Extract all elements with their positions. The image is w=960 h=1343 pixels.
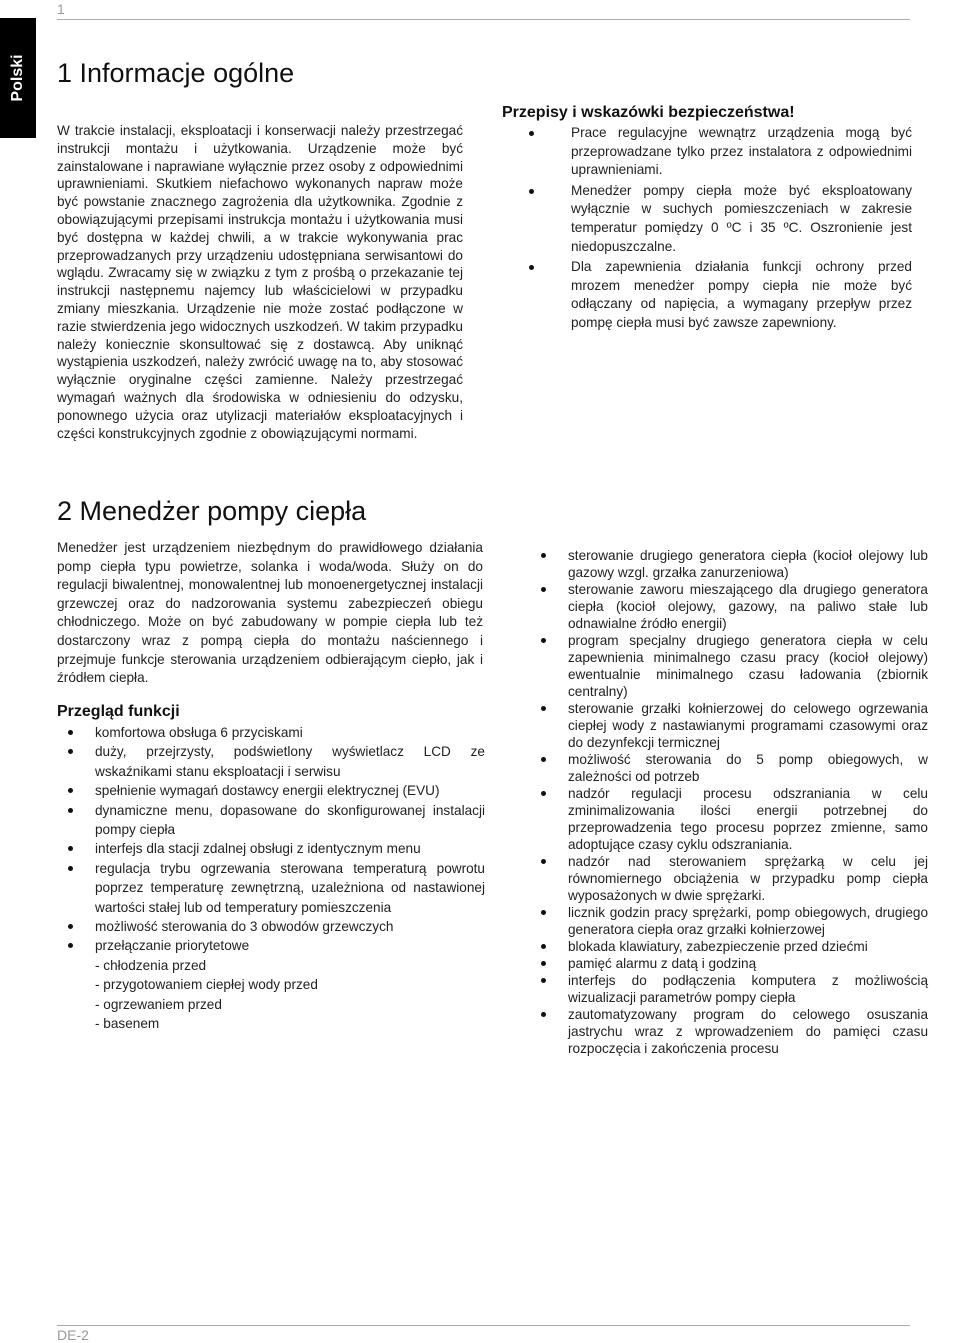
section-1-title: 1 Informacje ogólne [57, 58, 295, 88]
bullet-icon [529, 265, 534, 270]
function-item [530, 904, 928, 938]
bullet-icon [541, 910, 546, 915]
feature-item [57, 742, 485, 781]
safety-item-text: Menedżer pompy ciepła może być eksploatowany wyłącznie w suchych pomieszczeniach w zakresie temperatur pomiędzy 0 ºC i 35 ºC. Oszronienie jest niedopuszczalne. [571, 182, 912, 254]
feature-text: spełnienie wymagań dostawcy energii elektrycznej (EVU) [95, 783, 440, 799]
bullet-icon [68, 730, 73, 735]
priority-sub-item: - przygotowaniem ciepłej wody przed [95, 977, 318, 993]
function-text: blokada klawiatury, zabezpieczenie przed dziećmi [568, 939, 868, 954]
function-text: możliwość sterowania do 5 pomp obiegowych, w zależności od potrzeb [568, 752, 928, 784]
priority-sub-item: - ogrzewaniem przed [95, 996, 222, 1012]
feature-item [57, 839, 485, 858]
bullet-icon [541, 706, 546, 711]
feature-text: interfejs dla stacji zdalnej obsługi z identycznym menu [95, 841, 421, 857]
function-text: licznik godzin pracy sprężarki, pomp obiegowych, drugiego generatora ciepła oraz grzałki kołnierzowej [568, 905, 928, 937]
function-item [530, 751, 928, 785]
feature-text: komfortowa obsługa 6 przyciskami [95, 725, 303, 740]
footer-rule [57, 1325, 910, 1326]
feature-text: regulacja trybu ogrzewania sterowana temperaturą powrotu poprzez temperaturę zewnętrzną, uzależniona od nastawionej wartości stałej lub od temperatury pomieszczenia [95, 860, 485, 915]
language-label: Polski [9, 54, 26, 102]
safety-item [502, 258, 912, 332]
bullet-icon [541, 587, 546, 592]
bullet-icon [541, 944, 546, 949]
function-item [530, 632, 928, 700]
feature-item [57, 936, 485, 955]
function-text: sterowanie zaworu mieszającego dla drugiego generatora ciepła (kocioł olejowy, gazowy, na paliwo stałe lub odnawialne źródło energii) [568, 582, 928, 631]
bullet-icon [68, 808, 73, 813]
safety-item [502, 124, 912, 180]
function-item [530, 853, 928, 904]
header-rule [57, 19, 910, 20]
page-number: 1 [57, 1, 65, 17]
bullet-icon [68, 846, 73, 851]
bullet-icon [541, 638, 546, 643]
function-text: nadzór nad sterowaniem sprężarką w celu jej równomiernego obciążenia w przypadku pomp ciepła wyposażonych w dwie sprężarki. [568, 854, 928, 903]
overview-title: Przegląd funkcji [57, 703, 180, 720]
safety-item [502, 182, 912, 256]
feature-text: przełączanie priorytetowe [95, 938, 250, 954]
bullet-icon [68, 788, 73, 793]
function-item [530, 785, 928, 853]
bullet-icon [541, 978, 546, 983]
function-text: sterowanie grzałki kołnierzowej do celowego ogrzewania ciepłej wody z nastawianymi programami czasowymi oraz do dezynfekcji termicznej [568, 701, 928, 750]
safety-item-text: Dla zapewnienia działania funkcji ochrony przed mrozem menedżer pompy ciepła nie może być odłączany od napięcia, a wymagany przepływ przez pompę ciepła musi być zawsze zapewniony. [571, 259, 912, 330]
function-item [530, 955, 928, 972]
priority-sub-item: - chłodzenia przed [95, 957, 207, 973]
functions-list [530, 547, 928, 1057]
function-text: pamięć alarmu z datą i godziną [568, 956, 757, 971]
function-item [530, 700, 928, 751]
function-item [530, 547, 928, 581]
section-1-body: W trakcie instalacji, eksploatacji i konserwacji należy przestrzegać instrukcji montażu i użytkowania. Urządzenie może być zainstalowane i naprawiane wyłącznie przez osoby z odpowiednimi uprawnieniami. Skutkiem niefachowo wykonanych napraw może być powstanie znacznego zagrożenia dla użytkownika. Zgodnie z obowiązującymi przepisami instrukcja montażu i użytkowania musi być dostępna w każdej chwili, a w trakcie wykonywania prac przeprowadzanych przy urządzeniu udostępniana serwisantowi do wglądu. Zwracamy się w związku z tym z prośbą o przekazanie tej instrukcji następnemu najemcy lub właścicielowi w przypadku zmiany mieszkania. Urządzenie nie może zostać podłączone w razie stwierdzenia jego widocznych uszkodzeń. W takim przypadku należy koniecznie skonsultować się z dostawcą. Aby uniknąć wystąpienia uszkodzeń, należy zwrócić uwagę na to, aby stosować wyłącznie oryginalne części zamienne. Należy przestrzegać wymagań ważnych dla środowiska w odniesieniu do odzysku, ponownego użycia oraz utylizacji materiałów eksploatacyjnych i części konstrukcyjnych zgodnie z obowiązującymi normami. [57, 123, 463, 441]
bullet-icon [68, 866, 73, 871]
function-item [530, 972, 928, 1006]
feature-item [57, 781, 485, 800]
bullet-icon [68, 924, 73, 929]
feature-item [57, 917, 485, 936]
safety-title: Przepisy i wskazówki bezpieczeństwa! [502, 104, 795, 121]
feature-text: możliwość sterowania do 3 obwodów grzewczych [95, 919, 394, 935]
bullet-icon [68, 943, 73, 948]
language-tab [0, 18, 36, 138]
function-item [530, 938, 928, 955]
bullet-icon [68, 749, 73, 754]
function-text: nadzór regulacji procesu odszraniania w celu zminimalizowania ilości energii potrzebnej do przeprowadzenia tego procesu poprzez zmienne, samo adoptujące czasy cyklu odszraniania. [568, 786, 928, 852]
bullet-icon [541, 859, 546, 864]
bullet-icon [541, 553, 546, 558]
features-list [57, 723, 485, 1034]
safety-item-text: Prace regulacyjne wewnątrz urządzenia mogą być przeprowadzane tylko przez instalatora z odpowiednimi uprawnieniami. [571, 125, 912, 178]
section-2-title: 2 Menedżer pompy ciepła [57, 496, 367, 526]
function-text: program specjalny drugiego generatora ciepła w celu zapewnienia minimalnego czasu pracy (kocioł olejowy) ewentualnie minimalnego czasu ładowania (zbiornik centralny) [568, 633, 928, 699]
feature-item [57, 801, 485, 840]
section-2-body: Menedżer jest urządzeniem niezbędnym do prawidłowego działania pomp ciepła typu powietrze, solanka i woda/woda. Służy on do regulacji biwalentnej, monowalentnej lub monoenergetycznej instalacji grzewczej oraz do nadzorowania systemu zabezpieczeń obiegu chłodniczego. Może on być zabudowany w pompie ciepła lub też dostarczony wraz z pompą ciepła do montażu naściennego i przejmuje funkcje sterowania urządzeniem odbierającym ciepło, jak i źródłem ciepła. [57, 540, 483, 686]
bullet-icon [541, 757, 546, 762]
feature-item [57, 859, 485, 917]
function-text: sterowanie drugiego generatora ciepła (kocioł olejowy lub gazowy wzgl. grzałka zanurzeniowa) [568, 548, 928, 580]
bullet-icon [541, 791, 546, 796]
safety-list [502, 124, 912, 335]
bullet-icon [529, 189, 534, 194]
function-item [530, 581, 928, 632]
feature-text: duży, przejrzysty, podświetlony wyświetlacz LCD ze wskaźnikami stanu eksploatacji i serwisu [95, 744, 485, 779]
feature-item [57, 723, 485, 742]
priority-sub-item: - basenem [95, 1016, 160, 1032]
footer-page-code: DE-2 [57, 1327, 89, 1343]
function-text: interfejs do podłączenia komputera z możliwością wizualizacji parametrów pompy ciepła [568, 973, 928, 1005]
bullet-icon [541, 1012, 546, 1017]
function-text: zautomatyzowany program do celowego osuszania jastrychu wraz z wprowadzeniem do pamięci czasu rozpoczęcia i zakończenia procesu [568, 1007, 928, 1056]
bullet-icon [541, 961, 546, 966]
bullet-icon [529, 131, 534, 136]
function-item [530, 1006, 928, 1057]
feature-text: dynamiczne menu, dopasowane do skonfigurowanej instalacji pompy ciepła [95, 802, 485, 838]
